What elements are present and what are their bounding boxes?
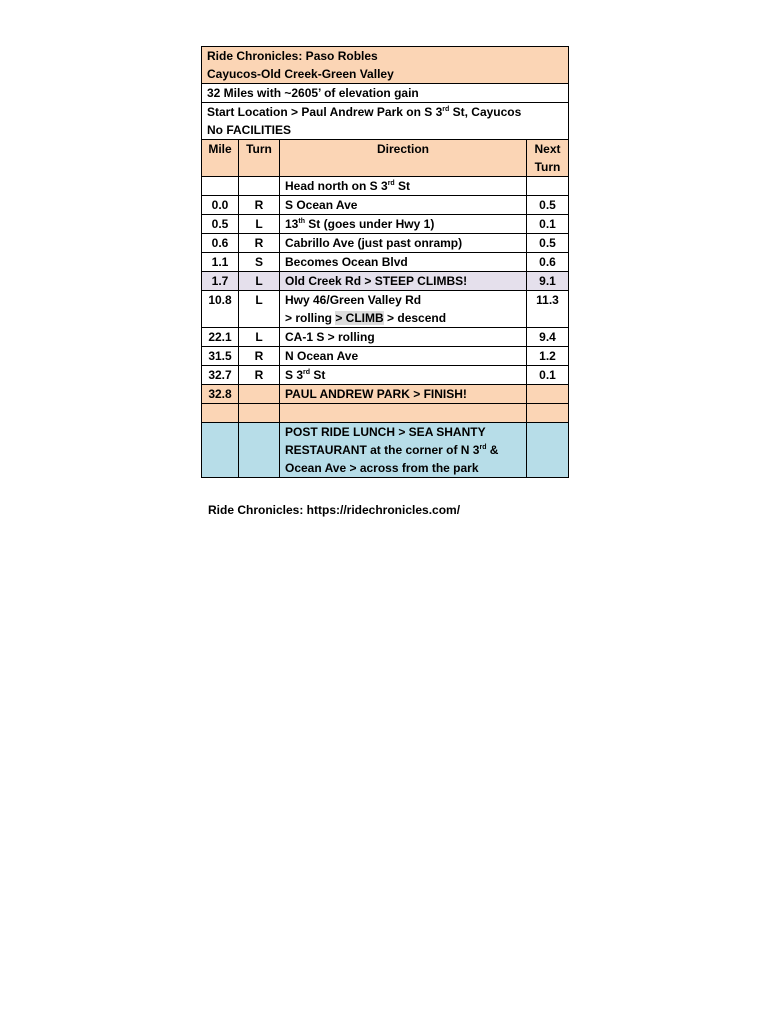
distance-row bbox=[202, 84, 569, 103]
turn-cell: R bbox=[239, 196, 280, 215]
turn-cell bbox=[239, 385, 280, 404]
empty-cell bbox=[527, 404, 569, 423]
direction-column-header: Direction bbox=[280, 140, 527, 177]
empty-cell bbox=[280, 404, 527, 423]
table-row bbox=[202, 215, 569, 234]
table-row bbox=[202, 253, 569, 272]
next-turn-cell: 11.3 bbox=[527, 291, 569, 328]
turn-cell: L bbox=[239, 215, 280, 234]
lunch-row bbox=[202, 423, 569, 478]
next-turn-cell: 0.1 bbox=[527, 366, 569, 385]
start-location-cell bbox=[202, 103, 569, 140]
mile-cell: 32.8 bbox=[202, 385, 239, 404]
distance-text: 32 Miles with ~2605’ of elevation gain bbox=[202, 84, 569, 103]
direction-cell: CA-1 S > rolling bbox=[280, 328, 527, 347]
mile-cell: 22.1 bbox=[202, 328, 239, 347]
turn-cell: R bbox=[239, 234, 280, 253]
title-cell bbox=[202, 47, 569, 84]
turn-column-header: Turn bbox=[239, 140, 280, 177]
empty-cell bbox=[527, 423, 569, 478]
table-row-highlighted bbox=[202, 272, 569, 291]
empty-cell bbox=[202, 423, 239, 478]
mile-cell: 10.8 bbox=[202, 291, 239, 328]
direction-cell: N Ocean Ave bbox=[280, 347, 527, 366]
next-turn-cell: 0.5 bbox=[527, 196, 569, 215]
table-row bbox=[202, 366, 569, 385]
table-row bbox=[202, 328, 569, 347]
start-location-row bbox=[202, 103, 569, 140]
turn-cell: R bbox=[239, 347, 280, 366]
direction-cell: Hwy 46/Green Valley Rd > rolling > CLIMB > descend bbox=[280, 291, 527, 328]
mile-column-header: Mile bbox=[202, 140, 239, 177]
table-row bbox=[202, 196, 569, 215]
table-row bbox=[202, 177, 569, 196]
next-turn-cell: 9.1 bbox=[527, 272, 569, 291]
direction-cell: 13th St (goes under Hwy 1) bbox=[280, 215, 527, 234]
empty-cell bbox=[202, 404, 239, 423]
facilities-text: No FACILITIES bbox=[207, 123, 291, 137]
title-row bbox=[202, 47, 569, 84]
spacer-row bbox=[202, 404, 569, 423]
mile-cell: 1.1 bbox=[202, 253, 239, 272]
next-turn-cell: 0.5 bbox=[527, 234, 569, 253]
direction-cell: PAUL ANDREW PARK > FINISH! bbox=[280, 385, 527, 404]
turn-cell: L bbox=[239, 328, 280, 347]
turn-cell: S bbox=[239, 253, 280, 272]
climb-highlight: > CLIMB bbox=[335, 311, 384, 325]
mile-cell: 0.0 bbox=[202, 196, 239, 215]
next-turn-cell: 0.1 bbox=[527, 215, 569, 234]
next-turn-cell: 0.6 bbox=[527, 253, 569, 272]
turn-cell: R bbox=[239, 366, 280, 385]
empty-cell bbox=[239, 404, 280, 423]
table-row bbox=[202, 347, 569, 366]
turn-cell: L bbox=[239, 272, 280, 291]
ride-title: Ride Chronicles: Paso Robles bbox=[207, 49, 378, 63]
start-location-text: Start Location > Paul Andrew Park on S 3rd St, Cayucos bbox=[207, 105, 522, 119]
empty-cell bbox=[239, 423, 280, 478]
direction-cell: S 3rd St bbox=[280, 366, 527, 385]
next-turn-cell: 1.2 bbox=[527, 347, 569, 366]
next-turn-cell bbox=[527, 177, 569, 196]
turn-cell bbox=[239, 177, 280, 196]
mile-cell: 0.6 bbox=[202, 234, 239, 253]
table-row bbox=[202, 234, 569, 253]
cue-sheet-table bbox=[201, 46, 569, 478]
table-row bbox=[202, 291, 569, 328]
mile-cell: 31.5 bbox=[202, 347, 239, 366]
direction-cell: Old Creek Rd > STEEP CLIMBS! bbox=[280, 272, 527, 291]
footer-credit: Ride Chronicles: https://ridechronicles.com/ bbox=[208, 503, 461, 517]
direction-cell: Head north on S 3rd St bbox=[280, 177, 527, 196]
route-name: Cayucos-Old Creek-Green Valley bbox=[207, 67, 394, 81]
direction-cell: Cabrillo Ave (just past onramp) bbox=[280, 234, 527, 253]
mile-cell: 1.7 bbox=[202, 272, 239, 291]
direction-cell: Becomes Ocean Blvd bbox=[280, 253, 527, 272]
lunch-cell: POST RIDE LUNCH > SEA SHANTY RESTAURANT at the corner of N 3rd & Ocean Ave > across from the park bbox=[280, 423, 527, 478]
next-turn-column-header: Next Turn bbox=[527, 140, 569, 177]
turn-cell: L bbox=[239, 291, 280, 328]
mile-cell: 0.5 bbox=[202, 215, 239, 234]
mile-cell: 32.7 bbox=[202, 366, 239, 385]
finish-row bbox=[202, 385, 569, 404]
column-header-row bbox=[202, 140, 569, 177]
direction-cell: S Ocean Ave bbox=[280, 196, 527, 215]
next-turn-cell bbox=[527, 385, 569, 404]
mile-cell bbox=[202, 177, 239, 196]
next-turn-cell: 9.4 bbox=[527, 328, 569, 347]
